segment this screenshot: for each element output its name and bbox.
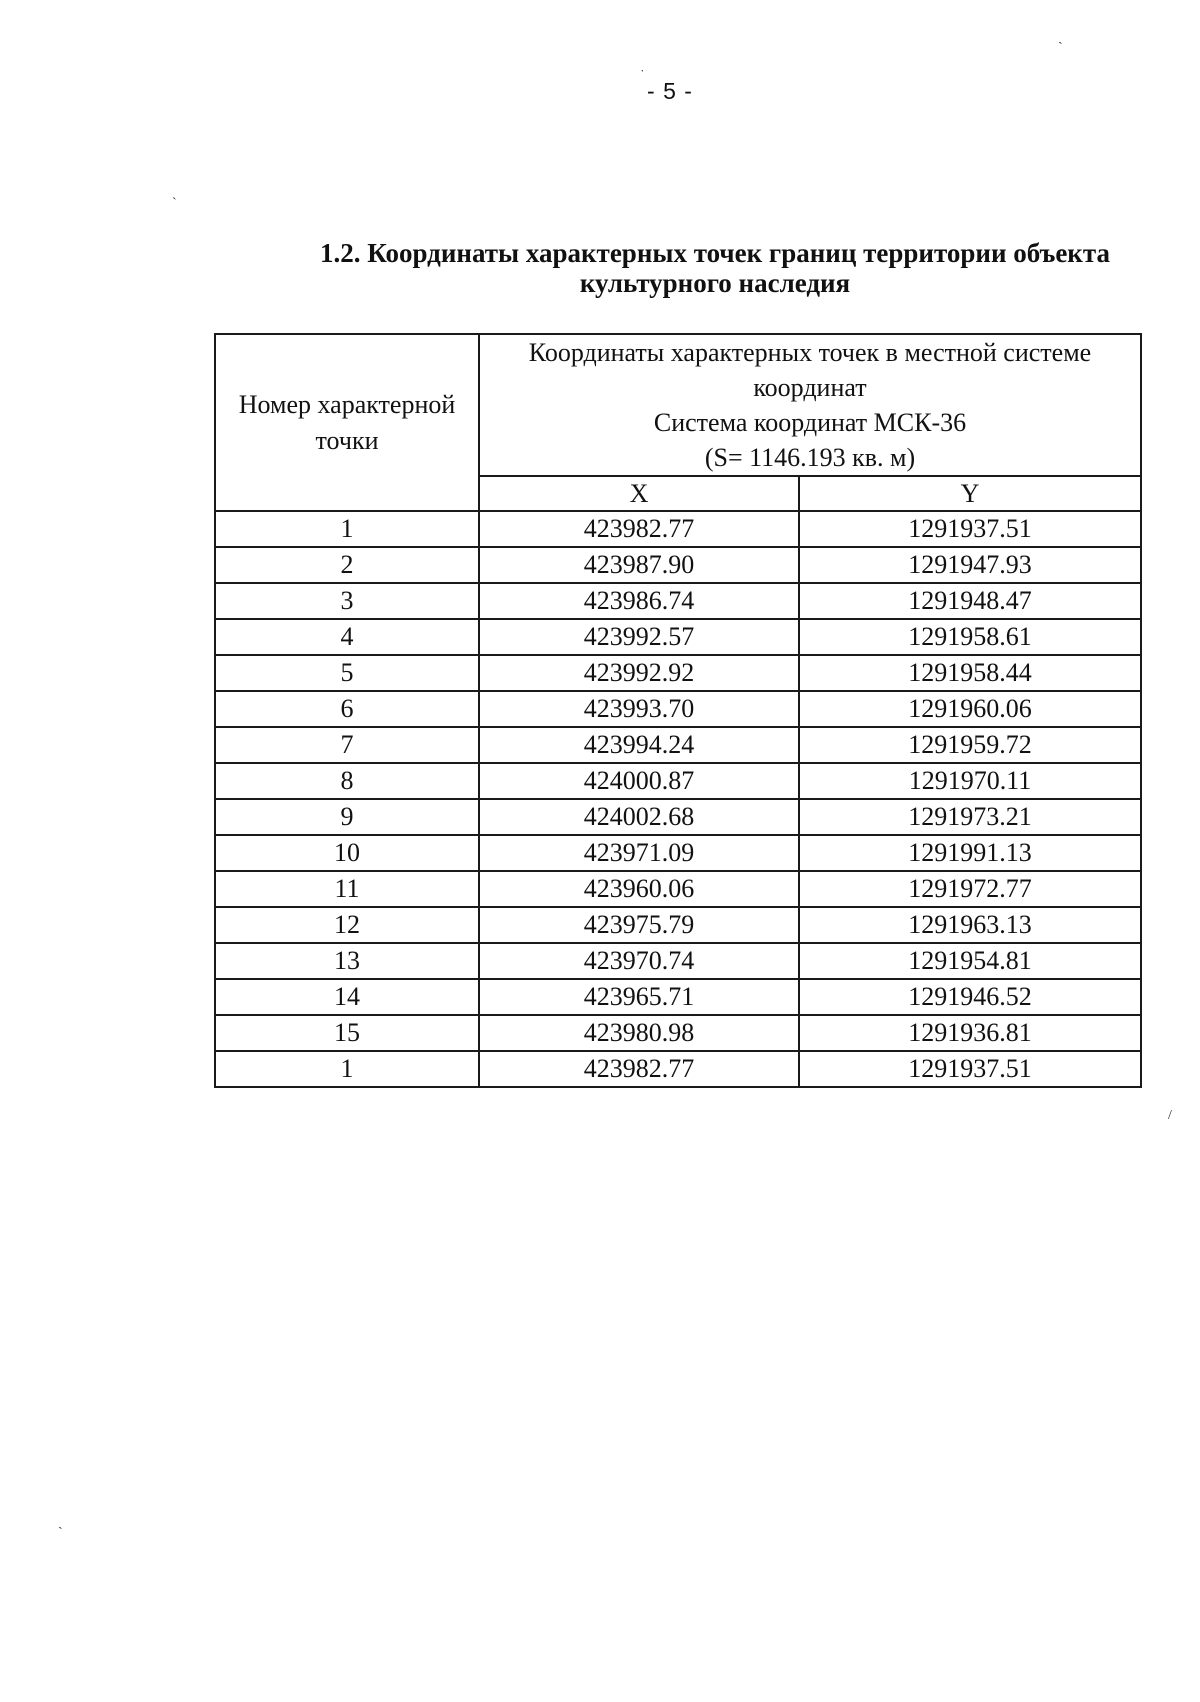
x-coordinate-cell: 423980.98: [479, 1015, 799, 1051]
header-coordinates-line-2: координат: [753, 373, 867, 402]
table-row: [215, 871, 1141, 907]
table-row: [215, 943, 1141, 979]
point-number-cell: 10: [215, 835, 479, 871]
x-coordinate-cell: 424000.87: [479, 763, 799, 799]
x-coordinate-cell: 423987.90: [479, 547, 799, 583]
point-number-cell: 6: [215, 691, 479, 727]
table-row: [215, 655, 1141, 691]
x-coordinate-cell: 423992.92: [479, 655, 799, 691]
y-coordinate-cell: 1291948.47: [799, 583, 1141, 619]
point-number-cell: 11: [215, 871, 479, 907]
scan-speck: ˏ: [58, 1515, 63, 1530]
y-coordinate-cell: 1291970.11: [799, 763, 1141, 799]
point-number-cell: 7: [215, 727, 479, 763]
x-coordinate-cell: 423982.77: [479, 1051, 799, 1087]
x-coordinate-cell: 423975.79: [479, 907, 799, 943]
table-row: [215, 835, 1141, 871]
header-x: X: [479, 476, 799, 511]
coordinates-table: [214, 333, 1142, 1088]
y-coordinate-cell: 1291958.44: [799, 655, 1141, 691]
y-coordinate-cell: 1291973.21: [799, 799, 1141, 835]
table-row: [215, 979, 1141, 1015]
page-number: - 5 -: [647, 78, 693, 104]
table-row: [215, 619, 1141, 655]
x-coordinate-cell: 423960.06: [479, 871, 799, 907]
point-number-cell: 14: [215, 979, 479, 1015]
x-coordinate-cell: 423982.77: [479, 511, 799, 547]
table-row: [215, 799, 1141, 835]
y-coordinate-cell: 1291937.51: [799, 511, 1141, 547]
y-coordinate-cell: 1291946.52: [799, 979, 1141, 1015]
x-coordinate-cell: 423992.57: [479, 619, 799, 655]
coordinates-table-body: [215, 511, 1141, 1087]
table-row: [215, 511, 1141, 547]
point-number-cell: 5: [215, 655, 479, 691]
point-number-cell: 9: [215, 799, 479, 835]
y-coordinate-cell: 1291947.93: [799, 547, 1141, 583]
section-title: [290, 238, 1140, 298]
point-number-cell: 8: [215, 763, 479, 799]
scan-speck: /: [1168, 1108, 1172, 1123]
y-coordinate-cell: 1291936.81: [799, 1015, 1141, 1051]
table-row: [215, 1015, 1141, 1051]
table-row: [215, 547, 1141, 583]
header-coordinates: [479, 334, 1141, 476]
y-coordinate-cell: 1291963.13: [799, 907, 1141, 943]
x-coordinate-cell: 423986.74: [479, 583, 799, 619]
table-row: [215, 691, 1141, 727]
point-number-cell: 12: [215, 907, 479, 943]
x-coordinate-cell: 423971.09: [479, 835, 799, 871]
header-point-number: Номер характерной точки: [215, 334, 479, 511]
y-coordinate-cell: 1291954.81: [799, 943, 1141, 979]
x-coordinate-cell: 423965.71: [479, 979, 799, 1015]
x-coordinate-cell: 423970.74: [479, 943, 799, 979]
scan-speck: ˴: [172, 190, 177, 205]
scan-speck: ˙: [640, 68, 645, 83]
point-number-cell: 15: [215, 1015, 479, 1051]
x-coordinate-cell: 424002.68: [479, 799, 799, 835]
scan-speck: ˏ: [1058, 30, 1063, 45]
point-number-cell: 1: [215, 511, 479, 547]
point-number-cell: 1: [215, 1051, 479, 1087]
header-coordinates-line-4: (S= 1146.193 кв. м): [704, 443, 916, 472]
y-coordinate-cell: 1291958.61: [799, 619, 1141, 655]
table-row: [215, 727, 1141, 763]
section-title-line-1: 1.2. Координаты характерных точек границ территории объекта: [320, 238, 1110, 268]
table-row: [215, 907, 1141, 943]
y-coordinate-cell: 1291959.72: [799, 727, 1141, 763]
table-row: [215, 763, 1141, 799]
point-number-cell: 13: [215, 943, 479, 979]
x-coordinate-cell: 423993.70: [479, 691, 799, 727]
header-coordinates-line-1: Координаты характерных точек в местной системе: [528, 338, 1092, 367]
point-number-cell: 4: [215, 619, 479, 655]
header-coordinates-line-3: Система координат МСК-36: [653, 408, 967, 437]
table-row: [215, 1051, 1141, 1087]
header-y: Y: [799, 476, 1141, 511]
y-coordinate-cell: 1291972.77: [799, 871, 1141, 907]
y-coordinate-cell: 1291960.06: [799, 691, 1141, 727]
x-coordinate-cell: 423994.24: [479, 727, 799, 763]
point-number-cell: 2: [215, 547, 479, 583]
point-number-cell: 3: [215, 583, 479, 619]
y-coordinate-cell: 1291937.51: [799, 1051, 1141, 1087]
section-title-line-2: культурного наследия: [579, 268, 851, 298]
table-row: [215, 583, 1141, 619]
y-coordinate-cell: 1291991.13: [799, 835, 1141, 871]
